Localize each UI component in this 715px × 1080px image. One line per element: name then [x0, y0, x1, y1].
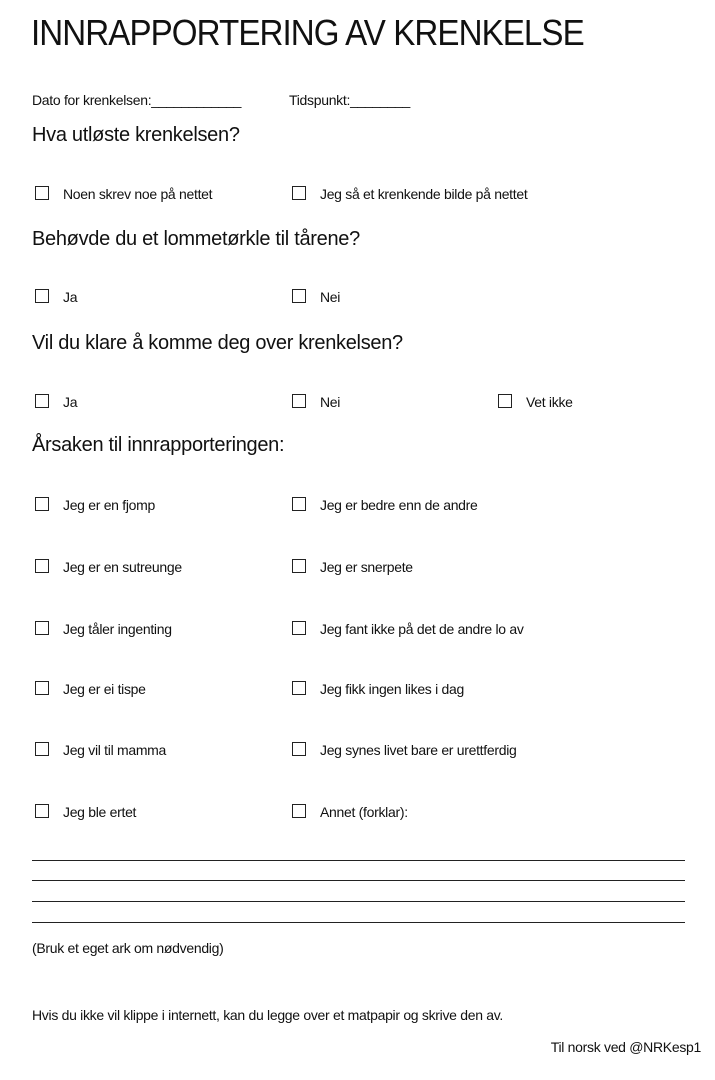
checkbox-option[interactable]	[292, 803, 542, 821]
checkbox-icon[interactable]	[35, 804, 49, 818]
checkbox-option[interactable]	[35, 620, 285, 638]
checkbox-icon[interactable]	[35, 559, 49, 573]
credit-text: Til norsk ved @NRKesp1	[550, 1039, 701, 1055]
question-heading: Vil du klare å komme deg over krenkelsen?	[32, 332, 403, 354]
question-heading: Behøvde du et lommetørkle til tårene?	[32, 228, 360, 250]
checkbox-label: Jeg er bedre enn de andre	[320, 497, 478, 513]
checkbox-label: Nei	[320, 394, 341, 410]
checkbox-icon[interactable]	[292, 621, 306, 635]
note-text: (Bruk et eget ark om nødvendig)	[32, 940, 224, 956]
checkbox-icon[interactable]	[292, 681, 306, 695]
checkbox-icon[interactable]	[35, 394, 49, 408]
time-field[interactable]: Tidspunkt:________	[289, 92, 410, 108]
checkbox-icon[interactable]	[292, 804, 306, 818]
checkbox-option[interactable]	[292, 288, 542, 306]
checkbox-option[interactable]	[35, 680, 285, 698]
checkbox-option[interactable]	[35, 803, 285, 821]
checkbox-option[interactable]	[498, 393, 715, 411]
checkbox-label: Jeg er en sutreunge	[63, 559, 182, 575]
checkbox-icon[interactable]	[35, 497, 49, 511]
checkbox-icon[interactable]	[35, 681, 49, 695]
checkbox-icon[interactable]	[498, 394, 512, 408]
answer-line[interactable]	[32, 901, 685, 902]
checkbox-label: Jeg synes livet bare er urettferdig	[320, 742, 517, 758]
checkbox-label: Ja	[63, 394, 78, 410]
checkbox-icon[interactable]	[35, 621, 49, 635]
checkbox-label: Jeg ble ertet	[63, 804, 137, 820]
checkbox-icon[interactable]	[292, 742, 306, 756]
checkbox-label: Jeg tåler ingenting	[63, 621, 172, 637]
checkbox-option[interactable]	[35, 288, 285, 306]
question-heading: Årsaken til innrapporteringen:	[32, 434, 285, 456]
checkbox-label: Jeg vil til mamma	[63, 742, 167, 758]
checkbox-icon[interactable]	[292, 394, 306, 408]
checkbox-label: Nei	[320, 289, 341, 305]
checkbox-label: Jeg er en fjomp	[63, 497, 155, 513]
checkbox-option[interactable]	[292, 496, 542, 514]
checkbox-option[interactable]	[292, 558, 542, 576]
checkbox-icon[interactable]	[35, 289, 49, 303]
checkbox-option[interactable]	[292, 741, 542, 759]
checkbox-option[interactable]	[35, 496, 285, 514]
checkbox-option[interactable]	[35, 393, 285, 411]
checkbox-option[interactable]	[292, 185, 542, 203]
checkbox-label: Vet ikke	[526, 394, 573, 410]
checkbox-label: Ja	[63, 289, 78, 305]
page-title: INNRAPPORTERING AV KRENKELSE	[31, 12, 584, 53]
checkbox-icon[interactable]	[292, 289, 306, 303]
checkbox-option[interactable]	[292, 620, 542, 638]
instruction-text: Hvis du ikke vil klippe i internett, kan du legge over et matpapir og skrive den av.	[32, 1007, 504, 1023]
answer-line[interactable]	[32, 860, 685, 861]
checkbox-icon[interactable]	[292, 186, 306, 200]
checkbox-option[interactable]	[35, 558, 285, 576]
question-heading: Hva utløste krenkelsen?	[32, 124, 240, 146]
checkbox-icon[interactable]	[35, 742, 49, 756]
checkbox-label: Jeg så et krenkende bilde på nettet	[320, 186, 528, 202]
answer-line[interactable]	[32, 922, 685, 923]
checkbox-label: Jeg fant ikke på det de andre lo av	[320, 621, 524, 637]
checkbox-icon[interactable]	[292, 497, 306, 511]
checkbox-icon[interactable]	[292, 559, 306, 573]
answer-line[interactable]	[32, 880, 685, 881]
checkbox-label: Jeg fikk ingen likes i dag	[320, 681, 464, 697]
checkbox-label: Jeg er snerpete	[320, 559, 413, 575]
checkbox-label: Noen skrev noe på nettet	[63, 186, 213, 202]
checkbox-icon[interactable]	[35, 186, 49, 200]
checkbox-label: Annet (forklar):	[320, 804, 408, 820]
checkbox-option[interactable]	[292, 680, 542, 698]
checkbox-option[interactable]	[35, 185, 285, 203]
checkbox-option[interactable]	[35, 741, 285, 759]
date-field[interactable]: Dato for krenkelsen:____________	[32, 92, 242, 108]
checkbox-label: Jeg er ei tispe	[63, 681, 146, 697]
